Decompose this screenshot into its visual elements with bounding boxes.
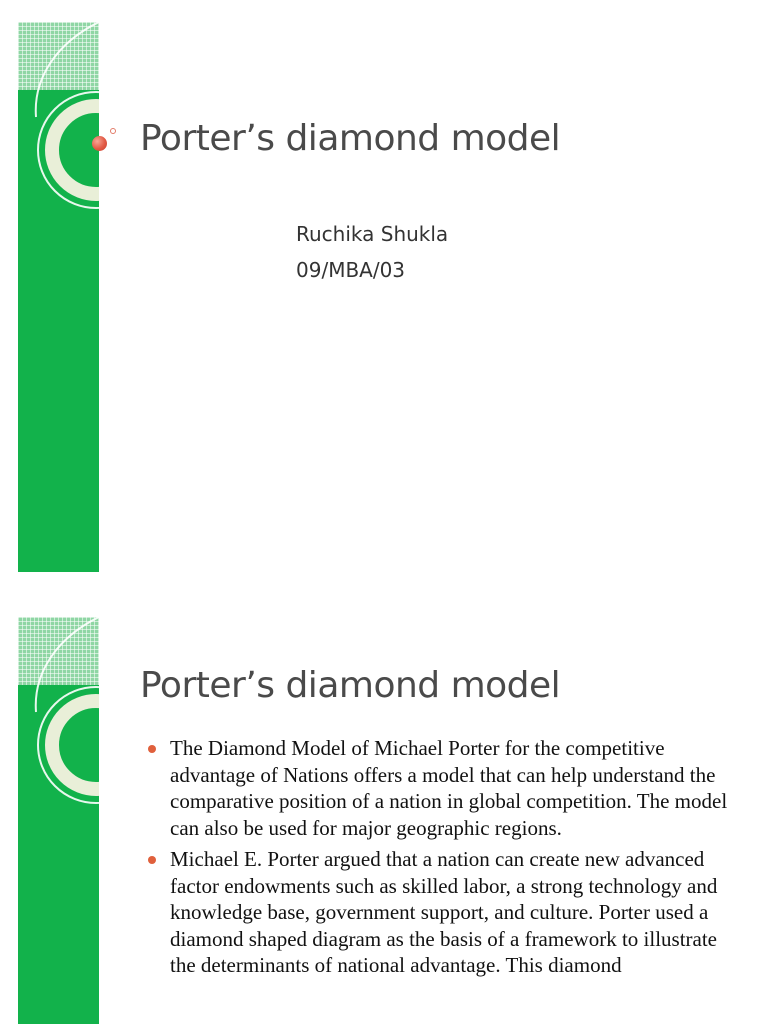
roll-number: 09/MBA/03 [296, 258, 406, 282]
bullet-icon [148, 745, 156, 753]
decorative-side-bar [18, 617, 99, 1024]
ring-decoration [18, 617, 99, 1024]
bullet-text: Michael E. Porter argued that a nation can create new advanced factor endowments such as skilled labor, a strong technology and knowledge base, government support, and culture. Porter used a diamond shaped diagram as the basis of a framework to illustrate the determinants of national advantage. This diamond [170, 847, 718, 977]
content-slide [0, 617, 768, 1024]
title-bullet-icon [92, 136, 107, 151]
bullet-icon [148, 856, 156, 864]
bullet-item [148, 846, 738, 979]
bullet-text: The Diamond Model of Michael Porter for the competitive advantage of Nations offers a model that can help understand the comparative position of a nation in global competition. The model can also be used for major geographic regions. [170, 736, 728, 840]
decorative-side-bar [18, 22, 99, 572]
slide-title: Porter’s diamond model [140, 118, 561, 159]
slide-title: Porter’s diamond model [140, 665, 561, 706]
bullet-item [148, 735, 738, 841]
ring-decoration [18, 22, 99, 572]
small-ring-icon [110, 128, 116, 134]
bullet-list [148, 735, 738, 984]
author-name: Ruchika Shukla [296, 222, 449, 246]
